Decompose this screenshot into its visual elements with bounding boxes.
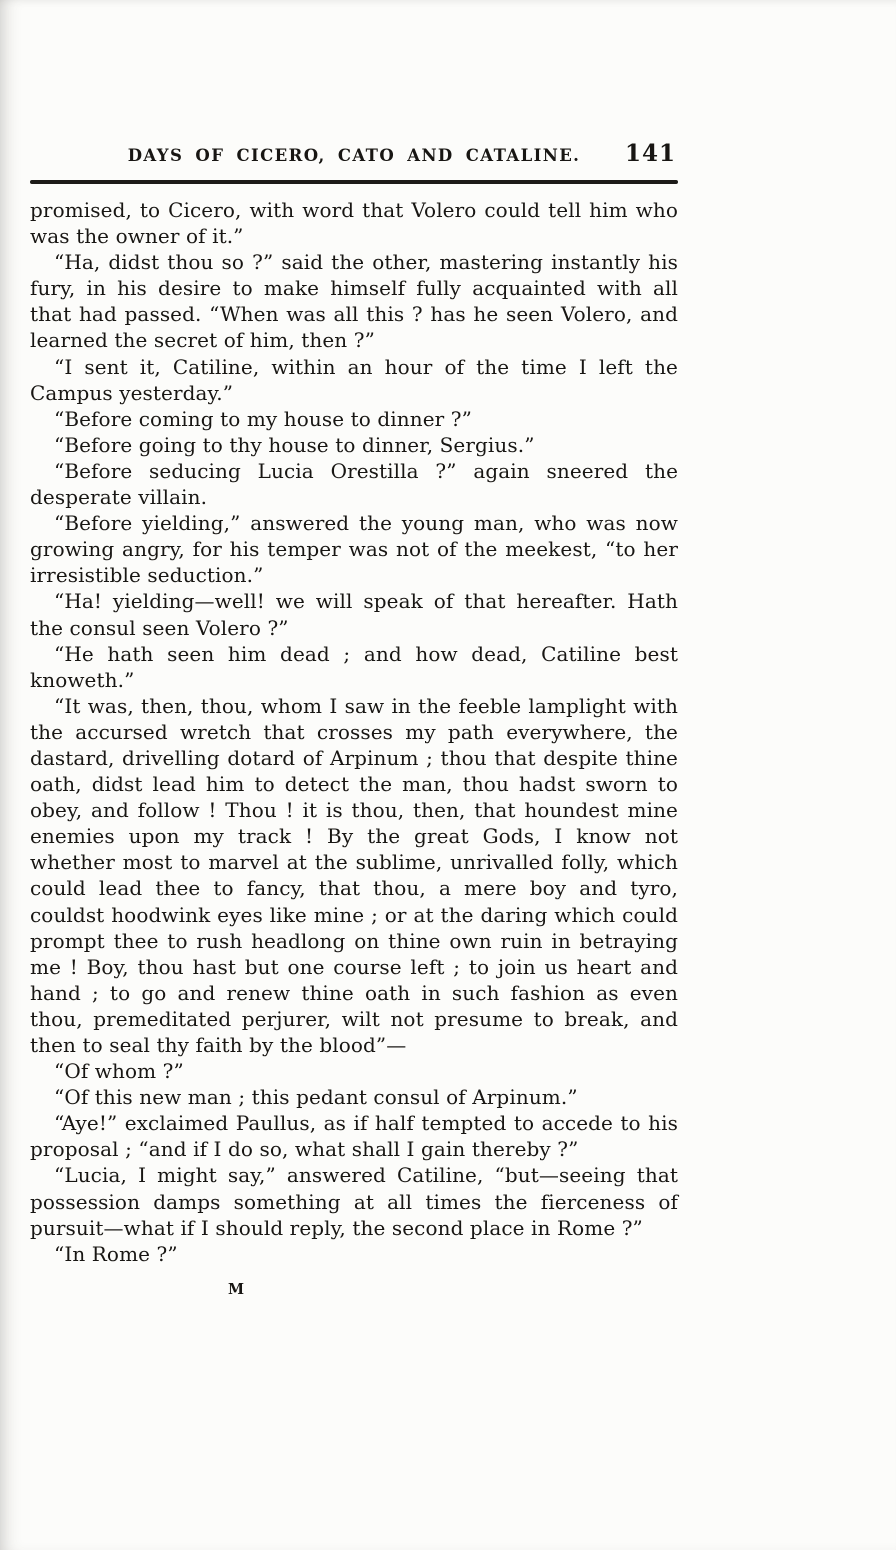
header-rule bbox=[30, 180, 678, 184]
paragraph: “I sent it, Catiline, within an hour of the time I left the Campus yesterday.” bbox=[30, 354, 678, 405]
running-title: DAYS OF CICERO, CATO AND CATALINE. bbox=[127, 146, 581, 165]
paragraph: “Before going to thy house to dinner, Sergius.” bbox=[54, 432, 535, 457]
page-header bbox=[30, 140, 678, 172]
paragraph: “In Rome ?” bbox=[54, 1241, 178, 1266]
paragraph: “He hath seen him dead ; and how dead, Catiline best knoweth.” bbox=[30, 641, 678, 692]
paragraph: “Before coming to my house to dinner ?” bbox=[54, 406, 472, 431]
page-content bbox=[30, 140, 678, 1298]
paragraph: “It was, then, thou, whom I saw in the feeble lamplight with the accursed wretch that crosses my path everywhere, the dastard, drivelling dotard of Arpinum ; thou that despite thine oath, didst lead him to detect the man, thou hadst sworn to obey, and follow ! Thou ! it is thou, then, that houndest mine enemies upon my track ! By the great Gods, I know not whether most to marvel at the sublime, unrivalled folly, which could lead thee to fancy, that thou, a mere boy and tyro, couldst hoodwink eyes like mine ; or at the daring which could prompt thee to rush headlong on thine own ruin in betraying me ! Boy, thou hast but one course left ; to join us heart and hand ; to go and renew thine oath in such fashion as even thou, premeditated perjurer, wilt not presume to break, and then to seal thy faith by the blood”— bbox=[30, 693, 678, 1057]
paragraph: “Aye!” exclaimed Paullus, as if half tempted to accede to his proposal ; “and if I do so, what shall I gain thereby ?” bbox=[30, 1111, 678, 1162]
paragraph: “Ha! yielding—well! we will speak of that hereafter. Hath the consul seen Volero ?” bbox=[30, 589, 678, 640]
paragraph: “Of whom ?” bbox=[54, 1059, 184, 1084]
paragraph: “Lucia, I might say,” answered Catiline, “but—seeing that possession damps something at all times the fierceness of pursuit—what if I should reply, the second place in Rome ?” bbox=[30, 1163, 678, 1240]
page-number: 141 bbox=[624, 140, 676, 167]
paragraph: “Ha, didst thou so ?” said the other, mastering instantly his fury, in his desire to make himself fully acquainted with all that had passed. “When was all this ? has he seen Volero, and learned the secret of him, then ?” bbox=[30, 250, 678, 353]
paragraph: “Before yielding,” answered the young man, who was now growing angry, for his temper was not of the meekest, “to her irresistible seduction.” bbox=[30, 511, 678, 588]
paragraph: “Of this new man ; this pedant consul of Arpinum.” bbox=[54, 1085, 578, 1110]
paragraph: promised, to Cicero, with word that Volero could tell him who was the owner of it.” bbox=[30, 198, 678, 249]
page-body bbox=[30, 197, 678, 1267]
paragraph: “Before seducing Lucia Orestilla ?” again sneered the desperate villain. bbox=[30, 458, 678, 510]
signature-mark: M bbox=[228, 1280, 246, 1298]
